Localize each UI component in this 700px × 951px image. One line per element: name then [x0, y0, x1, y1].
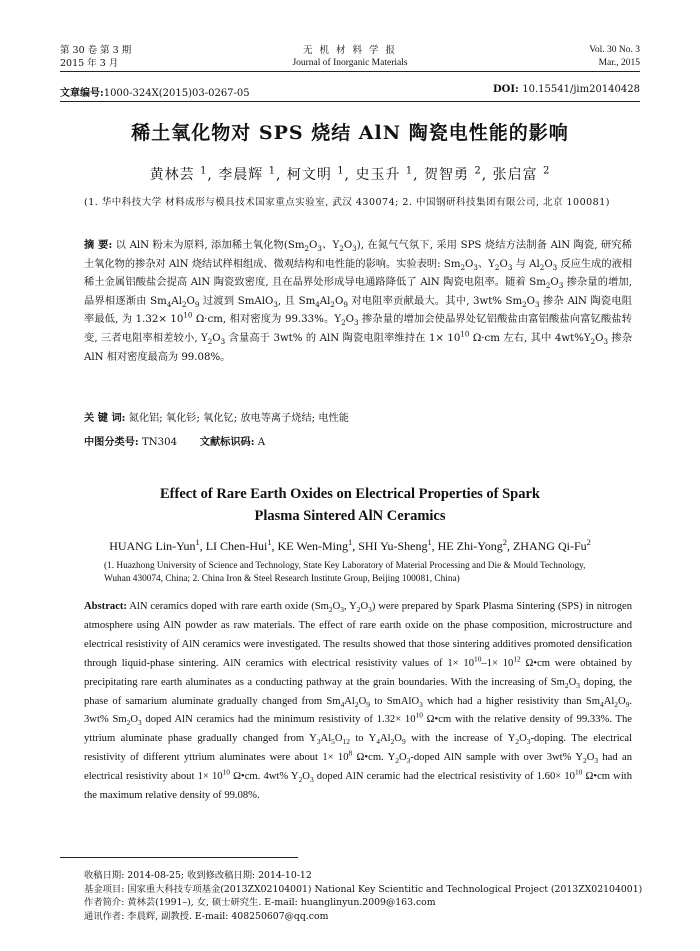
class-no: TN304 — [141, 437, 178, 448]
volume-cn: 第 30 卷 第 3 期 — [60, 45, 132, 56]
doi — [493, 84, 640, 95]
doi-label: DOI: — [492, 84, 519, 95]
volume-en: Vol. 30 No. 3 — [589, 45, 640, 55]
fund: 基金项目: 国家重大科技专项基金(2013ZX02104001) National Key Scientitic and Technological Project (2013ZX02104001) — [84, 883, 643, 895]
article-number — [60, 84, 250, 99]
author-intro: 作者简介: 黄林芸(1991–), 女, 硕士研究生. E-mail: huanglinyun.2009@163.com — [84, 897, 436, 909]
date-cn: 2015 年 3 月 — [60, 58, 119, 69]
title-en-line1: Effect of Rare Earth Oxides on Electrical Properties of Spark — [159, 486, 541, 502]
keywords-value-cn: 氮化铝; 氧化钐; 氧化钇; 放电等离子烧结; 电性能 — [128, 413, 349, 424]
author-1-cn: 黄林芸 — [149, 167, 195, 183]
journal-title-en: Journal of Inorganic Materials — [292, 58, 408, 68]
abstract-label-cn: 摘 要: — [84, 239, 113, 251]
journal-title-cn: 无 机 材 料 学 报 — [302, 45, 398, 56]
page-title-en — [0, 483, 700, 527]
authors-en: HUANG Lin-Yun$^1$, LI Chen-Hui$^1$, KE Wen-Ming$^1$, SHI Yu-Sheng$^1$, HE Zhi-Yong$^2$, ZHANG Qi-Fu$^2$ — [109, 538, 591, 553]
title-en-line2: Plasma Sintered AlN Ceramics — [254, 508, 446, 524]
affiliation-cn: (1. 华中科技大学 材料成形与模具技术国家重点实验室, 武汉 430074; 2. 中国钢研科技集团有限公司, 北京 100081) — [84, 197, 610, 208]
received-date: 收稿日期: 2014-08-25; 收到修改稿日期: 2014-10-12 — [84, 870, 312, 881]
doccode-value: A — [257, 437, 266, 448]
authors-cn: 黄林芸 $^1$, 李晨辉 $^1$, 柯文明 $^1$, 史玉升 $^1$, 贺智勇 $^2$, 张启富 $^2$ — [149, 165, 551, 183]
doi-value: 10.15541/jim20140428 — [522, 84, 640, 95]
keywords-cn — [84, 409, 632, 424]
header-rule — [60, 71, 640, 72]
class-label: 中图分类号: — [84, 436, 139, 448]
abstract-cn: 摘 要: 以 AlN 粉末为原料, 添加稀土氧化物($Sm_2O_3$、$Y_2O_3$), 在氮气气氛下, 采用 SPS 烧结方法制备 AlN 陶瓷, 研究稀土氧化物的掺杂对 AlN 烧结试样相组成、微观结构和电性能的影响。实验表明: $Sm_2O_3$、$Y_2O_3$ 与 $Al_2O_3$ 反应生成的液相稀土金属铝酸盐会提高 AlN 陶瓷致密度, 且在晶界处形成导电通路降低了 AlN 陶瓷电阻率。随着 $Sm_2O_3$ 掺杂量的增加, 晶界相逐渐由 $Sm_4Al_2O_9$ 过渡到 SmAlO$_3$, 且 $Sm_4Al_2O_9$ 对电阻率贡献最大。其中, 3wt% $Sm_2O_3$ 掺杂 AlN 陶瓷电阻率最低, 为 $1.32\times 10^{10}$ Ω·cm, 相对密度为 99.33%。$Y_2O_3$ 掺杂量的增加会使晶界处钇铝酸盐由富铝酸盐向富钇酸盐转变, 三者电阻率相差较小, $Y_2O_3$ 含量高于 3wt% 的 AlN 陶瓷电阻率维持在 $1\times 10^{10}$ Ω·cm 左右, 其中 $4wt\%Y_2O_3$ 掺杂 AlN 相对密度最高为 99.08%。 — [84, 239, 633, 363]
doccode-label: 文献标识码: — [199, 436, 255, 448]
article-no: 1000-324X(2015)03-0267-05 — [103, 88, 250, 99]
date-en: Mar., 2015 — [598, 58, 640, 68]
article-label: 文章编号: — [60, 88, 104, 99]
keywords-label-cn: 关 键 词: — [84, 412, 126, 424]
abstract-label-en: Abstract: — [84, 601, 127, 612]
footnotes — [84, 869, 644, 923]
abstract-en: Abstract: AlN ceramics doped with rare earth oxide ($Sm_2O_3$, $Y_2O_3$) were prepared by Spark Plasma Sintering (SPS) in nitrogen atmosphere using AlN powder as raw materials. The effect of rare earth oxide on the phase composition, microstructure and electrical resistivity of AlN ceramics were investigated. The results showed that those sintering additives promoted densification through liquid-phase sintering. AlN ceramics with electrical resistivity values of $1\times 10^{10}-1\times 10^{12}$ Ω•cm were obtained by precipitating rare earth aluminates as a conducting pathway at the grain boundaries. With the increasing of $Sm_2O_3$ doping, the phase of samarium aluminate gradually changed from $Sm_4Al_2O_9$ to SmAlO$_3$ which had a higher resistivity than $Sm_4Al_2O_9$. 3wt% $Sm_2O_3$ doped AlN ceramics had the minimum resistivity of $1.32\times 10^{10}$ Ω•cm with the relative density of 99.33%. The yttrium aluminate phase gradually changed from $Y_3Al_5O_{12}$ to $Y_4Al_2O_9$ with the increase of $Y_2O_3$-doping. The electrical resistivity of different yttrium aluminates were about $1\times 10^8$ Ω•cm. $Y_2O_3$-doped AlN sample with over 3wt% $Y_2O_3$ had an electrical resistivity about $1\times 10^{10}$ Ω•cm. 4wt% $Y_2O_3$ doped AlN ceramic had the electrical resistivity of $1.60\times 10^{10}$ Ω•cm with the maximum relative density of 99.08%. — [84, 601, 633, 802]
header-right — [589, 44, 640, 70]
corresponding-author: 通讯作者: 李晨辉, 副教授. E-mail: 408250607@qq.com — [84, 910, 329, 922]
affiliation-en: (1. Huazhong University of Science and Technology, State Key Laboratory of Material Processing and Die & Mould Technology, Wuhan 430074, China; 2. China Iron & Steel Research Institute Group, Beijing 100081, China) — [104, 561, 586, 584]
classification-cn — [84, 433, 632, 448]
meta-rule — [60, 101, 640, 102]
footnote-rule — [60, 857, 298, 858]
page-title-cn: 稀土氧化物对 SPS 烧结 AlN 陶瓷电性能的影响 — [131, 122, 569, 144]
